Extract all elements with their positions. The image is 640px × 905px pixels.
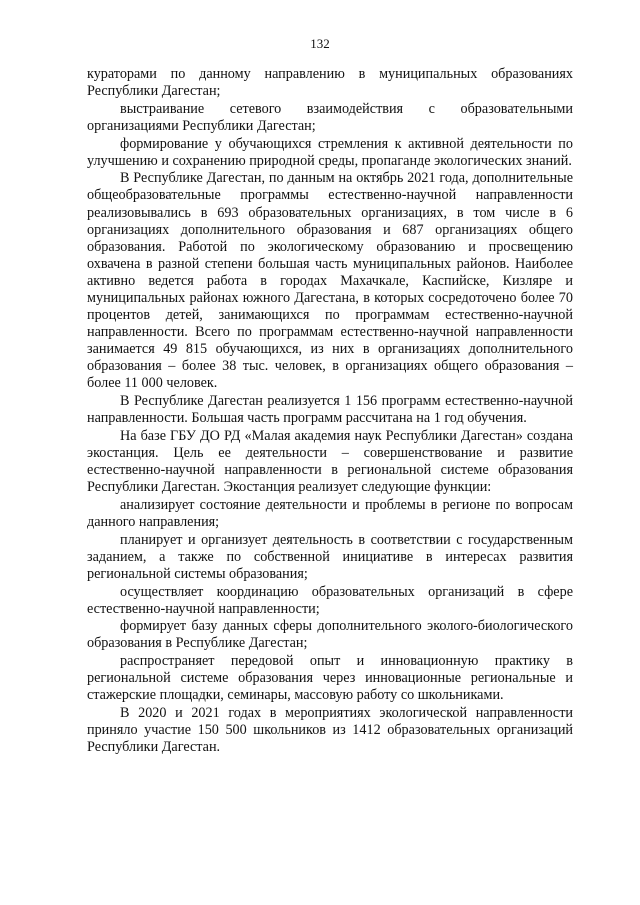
- page-number: 132: [310, 36, 330, 51]
- paragraph-function-experience: распространяет передовой опыт и инновационную практику в региональной системе образования через инновационные региональные и стажерские площадки, семинары, массовую работу со школьниками.: [87, 653, 573, 704]
- paragraph-ecostation: На базе ГБУ ДО РД «Малая академия наук Республики Дагестан» создана экостанция. Цель ее деятельности – совершенствование и развитие естественно-научной направленности в региональной системе образования Республики Дагестан. Экостанция реализует следующие функции:: [87, 427, 573, 496]
- paragraph-function-analysis: анализирует состояние деятельности и проблемы в регионе по вопросам данного направления;: [87, 496, 573, 530]
- paragraph-function-planning: планирует и организует деятельность в соответствии с государственным заданием, а также по собственной инициативе в интересах развития региональной системы образования;: [87, 531, 573, 582]
- paragraph-participation: В 2020 и 2021 годах в мероприятиях экологической направленности приняло участие 150 500 школьников из 1412 образовательных организаций Республики Дагестан.: [87, 705, 573, 756]
- paragraph-programs-statistics: В Республике Дагестан, по данным на октябрь 2021 года, дополнительные общеобразовательные программы естественно-научной направленности реализовывались в 693 образовательных организациях, в том числе в 6 организациях дополнительного образования и 687 организациях общего образования. Работой по экологическому образованию и просвещению охвачена в разной степени большая часть муниципальных районов. Наиболее активно ведется работа в городах Махачкале, Каспийске, Кизляре и муниципальных районах южного Дагестана, в которых сосредоточено более 70 процентов детей, занимающихся по программам естественно-научной направленности. Всего по программам естественно-научной направленности занимается 49 815 обучающихся, из них в организациях дополнительного образования – более 38 тыс. человек, в организациях общего образования – более 11 000 человек.: [87, 170, 573, 392]
- document-body: [87, 66, 573, 757]
- paragraph-students-motivation: формирование у обучающихся стремления к активной деятельности по улучшению и сохранению природной среды, пропаганде экологических знаний.: [87, 135, 573, 169]
- paragraph-curators: кураторами по данному направлению в муниципальных образованиях Республики Дагестан;: [87, 66, 573, 100]
- paragraph-network-interaction: выстраивание сетевого взаимодействия с образовательными организациями Республики Дагестан;: [87, 100, 573, 134]
- paragraph-programs-count: В Республике Дагестан реализуется 1 156 программ естественно-научной направленности. Большая часть программ рассчитана на 1 год обучения.: [87, 393, 573, 427]
- paragraph-function-database: формирует базу данных сферы дополнительного эколого-биологического образования в Республике Дагестан;: [87, 618, 573, 652]
- paragraph-function-coordination: осуществляет координацию образовательных организаций в сфере естественно-научной направленности;: [87, 583, 573, 617]
